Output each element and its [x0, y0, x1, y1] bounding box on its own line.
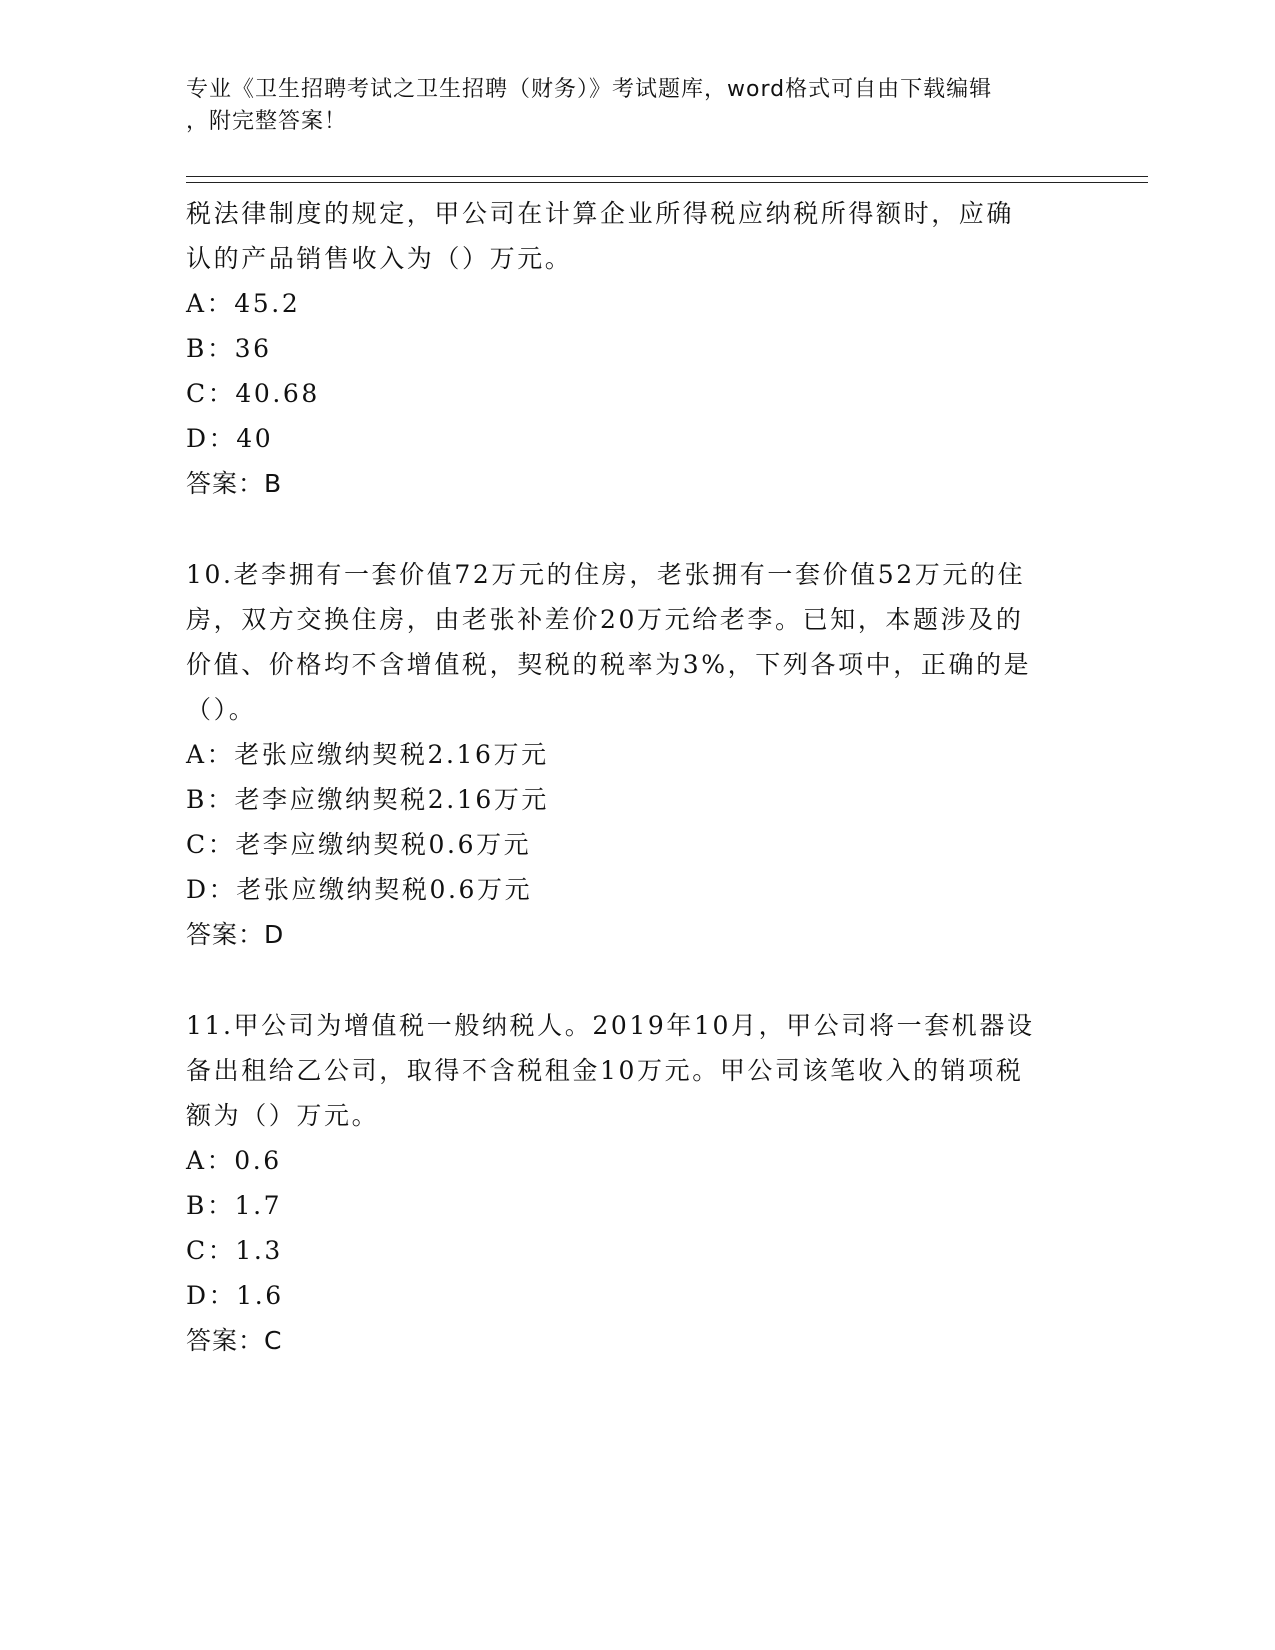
question-text-line: 认的产品销售收入为（）万元。 — [186, 244, 573, 273]
option-d: D：40 — [186, 424, 274, 453]
option-a: A：老张应缴纳契税2.16万元 — [186, 740, 549, 769]
option-c: C：1.3 — [186, 1236, 283, 1265]
header-divider — [186, 182, 1148, 183]
answer-line: 答案：C — [186, 1326, 283, 1355]
question-block — [186, 191, 1086, 506]
question-spacer — [186, 506, 1086, 552]
option-b: B：36 — [186, 334, 272, 363]
header-divider — [186, 176, 1148, 177]
question-list — [186, 191, 1086, 1363]
question-text-line: （）。 — [186, 695, 257, 724]
option-a: A：45.2 — [186, 289, 301, 318]
option-d: D：1.6 — [186, 1281, 284, 1310]
question-block — [186, 1003, 1086, 1363]
question-text-line: 房，双方交换住房，由老张补差价20万元给老李。已知，本题涉及的 — [186, 605, 1024, 634]
option-a: A：0.6 — [186, 1146, 282, 1175]
option-b: B：老李应缴纳契税2.16万元 — [186, 785, 550, 814]
option-b: B：1.7 — [186, 1191, 283, 1220]
option-c: C：老李应缴纳契税0.6万元 — [186, 830, 532, 859]
option-c: C：40.68 — [186, 379, 320, 408]
question-text-line: 备出租给乙公司，取得不含税租金10万元。甲公司该笔收入的销项税 — [186, 1056, 1024, 1085]
answer-line: 答案：D — [186, 920, 285, 949]
header-line: ，附完整答案！ — [186, 109, 348, 134]
question-block — [186, 552, 1086, 957]
question-text-line: 10.老李拥有一套价值72万元的住房，老张拥有一套价值52万元的住 — [186, 560, 1026, 589]
question-text-line: 11.甲公司为增值税一般纳税人。2019年10月，甲公司将一套机器设 — [186, 1011, 1035, 1040]
option-d: D：老张应缴纳契税0.6万元 — [186, 875, 533, 904]
question-spacer — [186, 957, 1086, 1003]
answer-line: 答案：B — [186, 469, 283, 498]
question-text-line: 价值、价格均不含增值税，契税的税率为3%，下列各项中，正确的是 — [186, 650, 1032, 679]
question-text-line: 额为（）万元。 — [186, 1101, 380, 1130]
document-header — [186, 74, 1066, 138]
header-line: 专业《卫生招聘考试之卫生招聘（财务）》考试题库，word格式可自由下载编辑 — [186, 77, 993, 102]
question-text-line: 税法律制度的规定，甲公司在计算企业所得税应纳税所得额时，应确 — [186, 199, 1015, 228]
